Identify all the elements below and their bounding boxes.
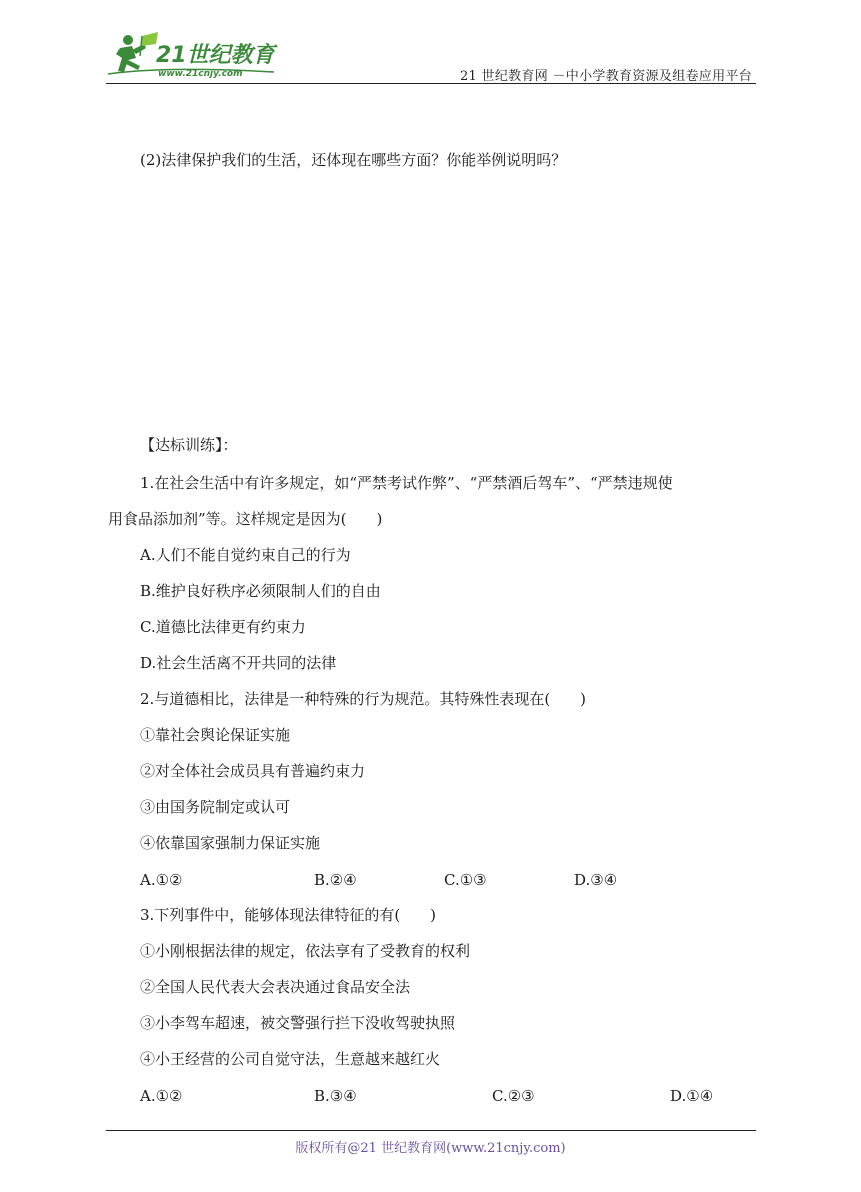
q3-option-d: D.①④ xyxy=(670,1087,714,1105)
q3-option-c: C.②③ xyxy=(492,1087,535,1105)
q3-option-a: A.①② xyxy=(140,1087,183,1105)
page-header xyxy=(106,28,756,84)
q1-option-c: C.道德比法律更有约束力 xyxy=(140,618,306,636)
q2-item-2: ②对全体社会成员具有普遍约束力 xyxy=(140,762,366,780)
q2-option-d: D.③④ xyxy=(574,871,618,889)
q3-item-4: ④小王经营的公司自觉守法，生意越来越红火 xyxy=(140,1050,441,1068)
q2-item-4: ④依靠国家强制力保证实施 xyxy=(140,834,321,852)
footer-divider xyxy=(106,1130,756,1131)
discussion-question-2: (2)法律保护我们的生活，还体现在哪些方面？你能举例说明吗？ xyxy=(140,151,567,169)
footer-copyright[interactable]: 版权所有@21 世纪教育网(www.21cnjy.com) xyxy=(295,1141,566,1156)
q1-option-b: B.维护良好秩序必须限制人们的自由 xyxy=(140,582,381,600)
section-title: 【达标训练】： xyxy=(140,436,238,454)
q1-option-d: D.社会生活离不开共同的法律 xyxy=(140,654,337,672)
q1-option-a: A.人们不能自觉约束自己的行为 xyxy=(140,546,351,564)
q3-item-3: ③小李驾车超速，被交警强行拦下没收驾驶执照 xyxy=(140,1014,456,1032)
q3-item-2: ②全国人民代表大会表决通过食品安全法 xyxy=(140,978,411,996)
21cnjy-logo xyxy=(106,30,286,80)
q2-option-c: C.①③ xyxy=(444,871,487,889)
q1-stem-line2: 用食品添加剂”等。这样规定是因为( ) xyxy=(108,510,383,528)
q2-item-3: ③由国务院制定或认可 xyxy=(140,798,291,816)
svg-text:21世纪教育: 21世纪教育 xyxy=(156,43,275,68)
q3-stem: 3.下列事件中，能够体现法律特征的有( ) xyxy=(140,906,437,924)
q3-item-1: ①小刚根据法律的规定，依法享有了受教育的权利 xyxy=(140,942,471,960)
q3-option-b: B.③④ xyxy=(314,1087,357,1105)
svg-text:www.21cnjy.com: www.21cnjy.com xyxy=(158,69,243,79)
q2-option-b: B.②④ xyxy=(314,871,357,889)
q2-stem: 2.与道德相比，法律是一种特殊的行为规范。其特殊性表现在( ) xyxy=(140,690,587,708)
q2-item-1: ①靠社会舆论保证实施 xyxy=(140,726,291,744)
header-site-name: 21 世纪教育网 －中小学教育资源及组卷应用平台 xyxy=(459,69,752,84)
q2-option-a: A.①② xyxy=(140,871,183,889)
q1-stem-line1: 1.在社会生活中有许多规定，如“严禁考试作弊”、“严禁酒后驾车”、“严禁违规使 xyxy=(140,474,673,492)
